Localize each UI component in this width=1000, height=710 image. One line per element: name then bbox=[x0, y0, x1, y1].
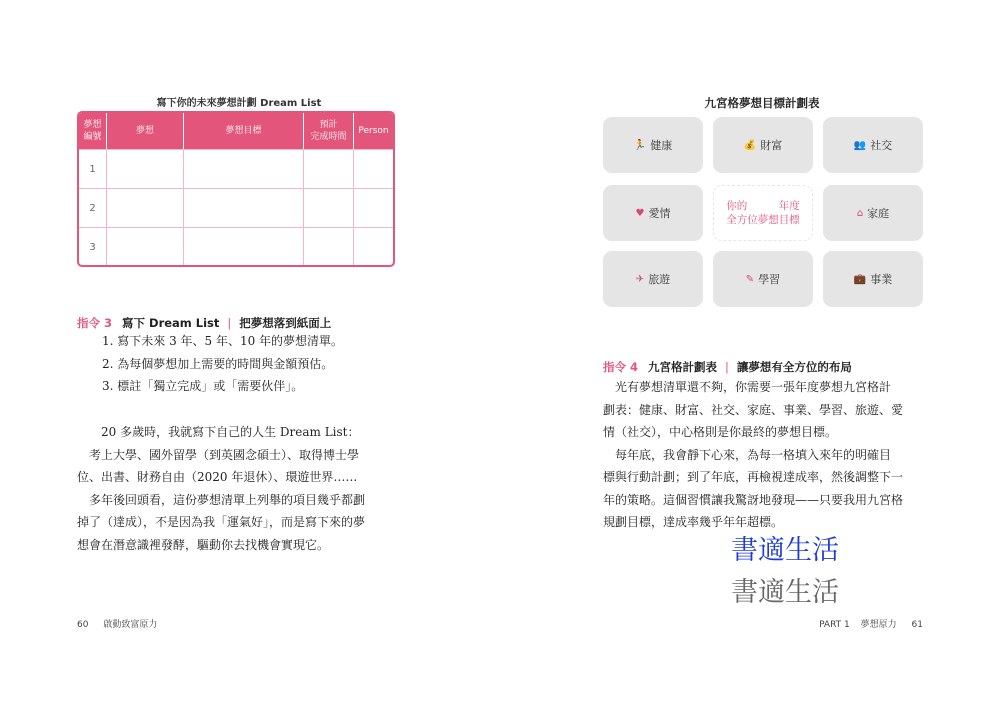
watermark-gray: 書適生活 bbox=[731, 577, 839, 608]
paragraph-line: 劃表：健康、財富、社交、家庭、事業、學習、旅遊、愛 bbox=[603, 402, 904, 417]
row-number: 1 bbox=[79, 150, 107, 188]
steps-list bbox=[102, 330, 343, 398]
header-dream-number: 夢想 編號 bbox=[79, 113, 107, 149]
table-cell bbox=[354, 150, 393, 188]
grid-title: 九宮格夢想目標計劃表 bbox=[704, 96, 820, 110]
step-item: 1. 寫下未來 3 年、5 年、10 年的夢想清單。 bbox=[102, 334, 344, 348]
dream-list-table bbox=[77, 111, 395, 267]
grid-cell-wealth: 💰 財富 bbox=[713, 117, 813, 173]
instruction-number: 指令 3 bbox=[77, 316, 113, 330]
paragraph-line: 掉了（達成），不是因為我「運氣好」，而是寫下來的夢 bbox=[77, 515, 366, 529]
step-item: 3. 標註「獨立完成」或「需要伙伴」。 bbox=[102, 379, 304, 393]
heart-icon: ♥ bbox=[635, 207, 645, 219]
table-cell bbox=[354, 189, 393, 227]
paragraph-line: 20 多歲時，我就寫下自己的人生 Dream List： bbox=[101, 425, 360, 439]
instruction-heading bbox=[77, 315, 331, 331]
table-cell bbox=[184, 150, 304, 188]
grid-cell-career: 💼 事業 bbox=[823, 251, 923, 307]
paragraph-line: 考上大學、國外留學（到英國念碩士）、取得博士學 bbox=[77, 447, 360, 462]
grid-cell-travel: ✈ 旅遊 bbox=[603, 251, 703, 307]
paragraph-line: 每年底，我會靜下心來，為每一格填入來年的明確目 bbox=[603, 447, 892, 462]
header-dream: 夢想 bbox=[107, 113, 184, 149]
grid-cell-learning: ✎ 學習 bbox=[713, 251, 813, 307]
grid-cell-love: ♥ 愛情 bbox=[603, 185, 703, 241]
dream-list-title: 寫下你的未來夢想計劃 Dream List bbox=[156, 98, 322, 109]
part-label: PART 1 bbox=[819, 620, 850, 630]
body-paragraph bbox=[77, 421, 365, 556]
right-page bbox=[500, 0, 1000, 710]
paragraph-line: 標與行動計劃；到了年底，再檢視達成率，然後調整下一 bbox=[603, 470, 904, 484]
divider: | bbox=[227, 316, 232, 330]
divider: | bbox=[725, 360, 729, 374]
runner-icon: 🏃 bbox=[633, 139, 647, 151]
table-cell bbox=[107, 189, 184, 227]
table-cell bbox=[107, 228, 184, 266]
table-cell bbox=[304, 150, 354, 188]
paragraph-line: 位、出書、財務自由（2020 年退休）、環遊世界…… bbox=[77, 470, 358, 484]
header-dream-goal: 夢想目標 bbox=[184, 113, 304, 149]
page-footer-left bbox=[77, 617, 157, 630]
body-paragraph bbox=[603, 376, 903, 534]
center-line-1: 你的 年度 bbox=[726, 200, 800, 212]
center-line-2: 全方位夢想目標 bbox=[726, 214, 800, 226]
page-number: 60 bbox=[77, 620, 89, 630]
page-number: 61 bbox=[911, 620, 923, 630]
header-completion-time: 預計 完成時間 bbox=[304, 113, 354, 149]
grid-cell-family: ⌂ 家庭 bbox=[823, 185, 923, 241]
grid-cell-health: 🏃 健康 bbox=[603, 117, 703, 173]
table-cell bbox=[304, 228, 354, 266]
watermark-blue: 書適生活 bbox=[731, 535, 839, 566]
briefcase-icon: 💼 bbox=[853, 273, 867, 285]
table-cell bbox=[184, 189, 304, 227]
book-title: 啟動致富原力 bbox=[103, 620, 158, 630]
table-row bbox=[79, 188, 393, 227]
paragraph-line: 多年後回頭看，這份夢想清單上列舉的項目幾乎都劃 bbox=[77, 492, 366, 507]
instruction-heading bbox=[603, 359, 852, 375]
instruction-subtitle: 讓夢想有全方位的布局 bbox=[736, 360, 852, 374]
instruction-title: 九宮格計劃表 bbox=[648, 360, 718, 374]
instruction-number: 指令 4 bbox=[603, 360, 639, 374]
money-bag-icon: 💰 bbox=[743, 139, 757, 151]
pencil-icon: ✎ bbox=[745, 273, 755, 285]
instruction-subtitle: 把夢想落到紙面上 bbox=[239, 316, 332, 330]
paragraph-line: 光有夢想清單還不夠，你需要一張年度夢想九宮格計 bbox=[603, 380, 892, 394]
table-cell bbox=[184, 228, 304, 266]
table-cell bbox=[354, 228, 393, 266]
row-number: 3 bbox=[79, 228, 107, 266]
page-footer-right bbox=[819, 617, 923, 630]
house-icon: ⌂ bbox=[856, 207, 864, 219]
paragraph-line: 想會在潛意識裡發酵，驅動你去找機會實現它。 bbox=[77, 537, 330, 552]
instruction-title: 寫下 Dream List bbox=[122, 316, 220, 330]
paragraph-line: 情（社交），中心格則是你最終的夢想目標。 bbox=[603, 425, 838, 439]
paragraph-line: 年的策略。這個習慣讓我驚訝地發現——只要我用九宮格 bbox=[603, 492, 904, 507]
row-number: 2 bbox=[79, 189, 107, 227]
table-row bbox=[79, 149, 393, 188]
part-title: 夢想原力 bbox=[860, 620, 897, 630]
paragraph-line: 規劃目標，達成率幾乎年年超標。 bbox=[603, 515, 784, 529]
table-cell bbox=[304, 189, 354, 227]
table-cell bbox=[107, 150, 184, 188]
dream-list-header-row bbox=[79, 113, 393, 149]
step-item: 2. 為每個夢想加上需要的時間與金額預估。 bbox=[102, 356, 334, 371]
grid-cell-social: 👥 社交 bbox=[823, 117, 923, 173]
people-icon: 👥 bbox=[853, 139, 867, 151]
grid-cell-center bbox=[713, 185, 813, 241]
table-row bbox=[79, 227, 393, 266]
header-person: Person bbox=[358, 126, 389, 136]
airplane-icon: ✈ bbox=[635, 273, 645, 285]
